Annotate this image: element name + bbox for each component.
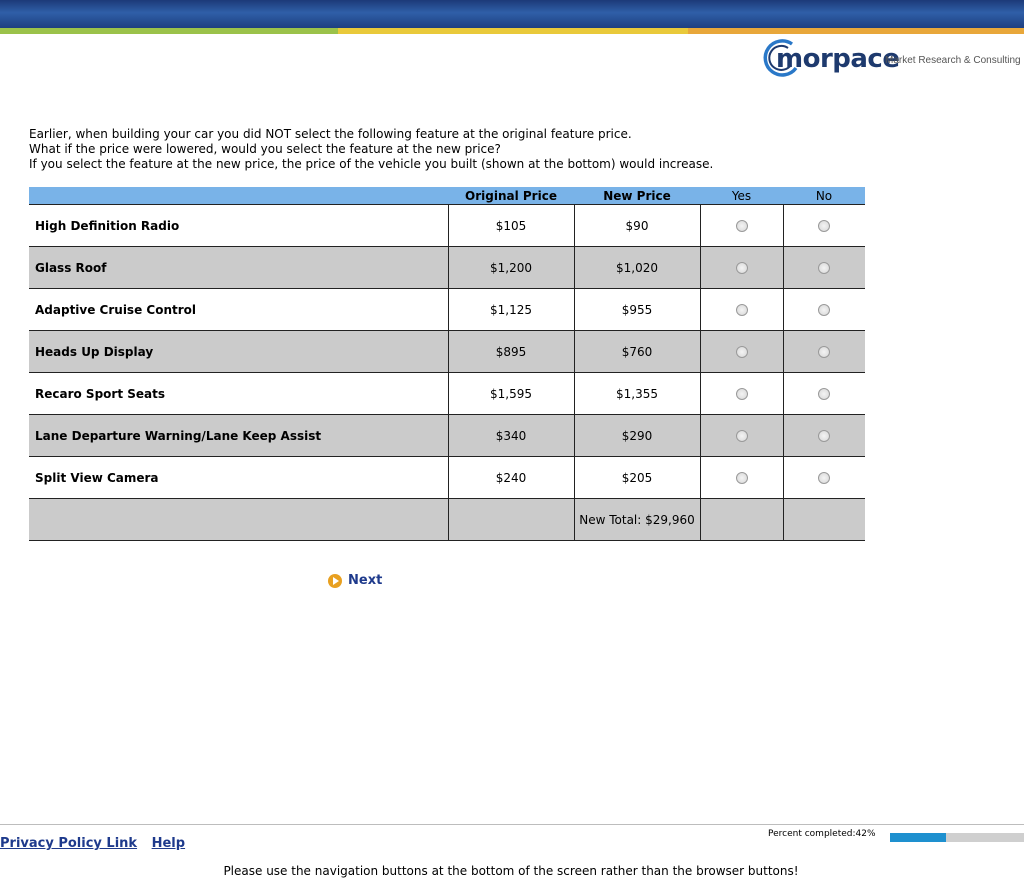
header-original-price: Original Price — [448, 187, 574, 205]
no-cell — [783, 289, 865, 331]
original-price: $1,125 — [448, 289, 574, 331]
yes-radio[interactable] — [736, 472, 748, 484]
original-price: $1,200 — [448, 247, 574, 289]
progress-bar-fill — [890, 833, 946, 842]
yes-radio[interactable] — [736, 262, 748, 274]
table-row — [29, 247, 865, 289]
original-price: $1,595 — [448, 373, 574, 415]
footer-divider — [0, 824, 1024, 825]
yes-radio[interactable] — [736, 346, 748, 358]
no-radio[interactable] — [818, 220, 830, 232]
feature-price-table — [29, 187, 865, 541]
no-radio[interactable] — [818, 304, 830, 316]
logo-wordmark: morpace — [776, 44, 900, 74]
no-cell — [783, 457, 865, 499]
table-row — [29, 205, 865, 247]
new-price: $290 — [574, 415, 700, 457]
total-row — [29, 499, 865, 541]
no-cell — [783, 205, 865, 247]
header-yes: Yes — [700, 187, 783, 205]
header-no: No — [783, 187, 865, 205]
footer-links — [0, 836, 195, 851]
percent-completed-label: Percent completed:42% — [768, 829, 876, 839]
no-radio[interactable] — [818, 430, 830, 442]
new-price: $90 — [574, 205, 700, 247]
yes-cell — [700, 373, 783, 415]
new-price: $760 — [574, 331, 700, 373]
yes-cell — [700, 457, 783, 499]
question-line-1: Earlier, when building your car you did NOT select the following feature at the original feature price. — [29, 127, 632, 141]
yes-cell — [700, 205, 783, 247]
original-price: $895 — [448, 331, 574, 373]
no-radio[interactable] — [818, 472, 830, 484]
next-label: Next — [348, 573, 383, 588]
new-price: $955 — [574, 289, 700, 331]
progress-bar — [890, 833, 1024, 842]
total-empty-cell — [700, 499, 783, 541]
feature-name: Adaptive Cruise Control — [29, 289, 448, 331]
no-radio[interactable] — [818, 262, 830, 274]
table-row — [29, 331, 865, 373]
table-header-row — [29, 187, 865, 205]
yes-radio[interactable] — [736, 220, 748, 232]
header-feature — [29, 187, 448, 205]
new-price: $1,355 — [574, 373, 700, 415]
new-price: $205 — [574, 457, 700, 499]
feature-name: Lane Departure Warning/Lane Keep Assist — [29, 415, 448, 457]
feature-name: Glass Roof — [29, 247, 448, 289]
new-price: $1,020 — [574, 247, 700, 289]
question-text — [29, 127, 713, 172]
yes-cell — [700, 247, 783, 289]
table-row — [29, 415, 865, 457]
privacy-policy-link[interactable]: Privacy Policy Link — [0, 836, 138, 851]
original-price: $105 — [448, 205, 574, 247]
banner-stripe-yellow — [338, 28, 688, 34]
new-total: New Total: $29,960 — [574, 499, 700, 541]
navigation-note: Please use the navigation buttons at the bottom of the screen rather than the browser buttons! — [223, 864, 799, 878]
question-line-3: If you select the feature at the new price, the price of the vehicle you built (shown at the bottom) would increase. — [29, 157, 714, 171]
original-price: $340 — [448, 415, 574, 457]
yes-cell — [700, 331, 783, 373]
feature-name: Recaro Sport Seats — [29, 373, 448, 415]
yes-radio[interactable] — [736, 388, 748, 400]
next-arrow-icon — [328, 574, 342, 588]
next-button[interactable] — [328, 573, 382, 588]
header-new-price: New Price — [574, 187, 700, 205]
no-cell — [783, 415, 865, 457]
no-radio[interactable] — [818, 346, 830, 358]
banner-stripe-orange — [688, 28, 1024, 34]
no-radio[interactable] — [818, 388, 830, 400]
total-empty-cell — [448, 499, 574, 541]
no-cell — [783, 247, 865, 289]
feature-name: Heads Up Display — [29, 331, 448, 373]
table-row — [29, 289, 865, 331]
yes-radio[interactable] — [736, 430, 748, 442]
yes-cell — [700, 289, 783, 331]
help-link[interactable]: Help — [151, 836, 186, 851]
company-logo — [762, 38, 1024, 78]
top-banner — [0, 0, 1024, 28]
table-row — [29, 457, 865, 499]
feature-name: High Definition Radio — [29, 205, 448, 247]
no-cell — [783, 373, 865, 415]
question-line-2: What if the price were lowered, would you select the feature at the new price? — [29, 142, 501, 156]
no-cell — [783, 331, 865, 373]
logo-tagline: Market Research & Consulting — [885, 55, 1021, 66]
total-empty-cell — [29, 499, 448, 541]
yes-cell — [700, 415, 783, 457]
original-price: $240 — [448, 457, 574, 499]
total-empty-cell — [783, 499, 865, 541]
feature-name: Split View Camera — [29, 457, 448, 499]
table-row — [29, 373, 865, 415]
banner-stripe-green — [0, 28, 338, 34]
yes-radio[interactable] — [736, 304, 748, 316]
